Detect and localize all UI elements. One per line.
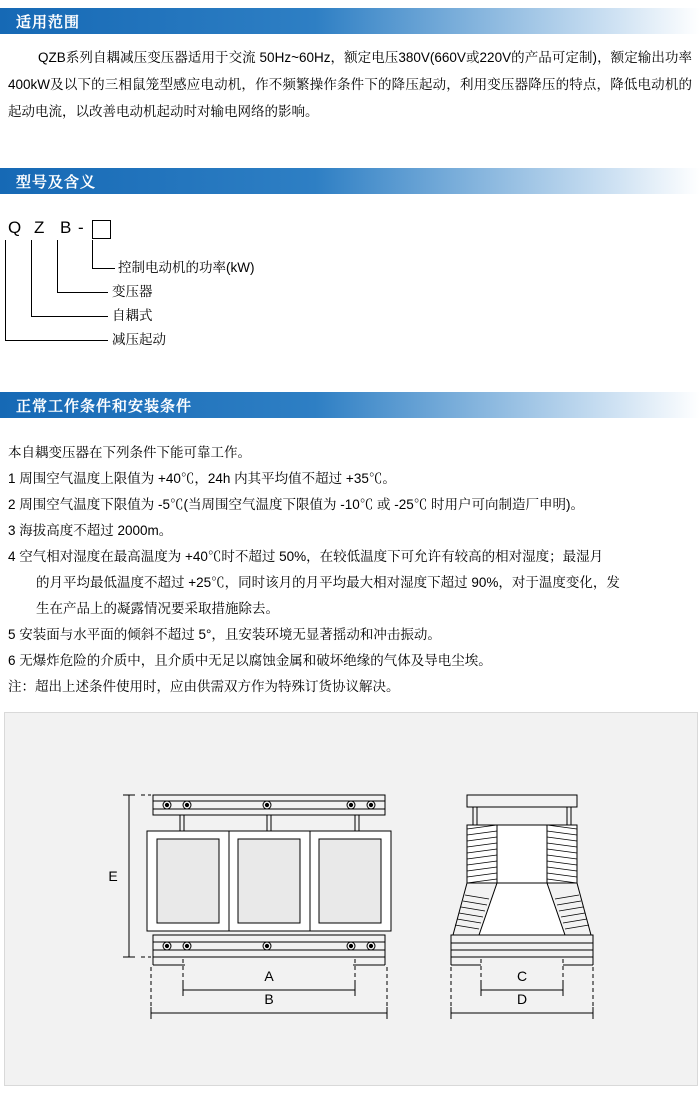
dimension-label-b: B xyxy=(264,991,274,1007)
transformer-drawing xyxy=(5,713,697,1085)
product-drawing-panel xyxy=(4,712,698,1086)
section-title-scope: 适用范围 xyxy=(16,13,81,31)
dimension-label-e: E xyxy=(108,868,118,884)
dimension-label-c: C xyxy=(516,968,528,984)
model-letter-dash: - xyxy=(78,218,84,237)
model-label-transformer: 变压器 xyxy=(112,284,153,299)
condition-item-5: 5 安装面与水平面的倾斜不超过 5°，且安装环境无显著摇动和冲击振动。 xyxy=(8,627,441,642)
conditions-intro: 本自耦变压器在下列条件下能可靠工作。 xyxy=(8,445,251,460)
condition-item-3: 3 海拔高度不超过 2000m。 xyxy=(8,523,173,538)
condition-item-6: 6 无爆炸危险的介质中，且介质中无足以腐蚀金属和破坏绝缘的气体及导电尘埃。 xyxy=(8,653,492,668)
condition-item-4-cont-2: 生在产品上的凝露情况要采取措施除去。 xyxy=(36,601,279,616)
scope-paragraph: QZB系列自耦减压变压器适用于交流 50Hz~60Hz，额定电压380V(660V或220V的产品可定制)，额定输出功率400kW及以下的三相鼠笼型感应电动机，作不频繁操作条件下的降压起动，利用变压器降压的特点，降低电动机的起动电流，以改善电动机起动时对输电网络的影响。 xyxy=(8,50,692,119)
model-label-stepdown: 减压起动 xyxy=(112,332,166,347)
model-code-diagram xyxy=(0,218,700,378)
condition-item-4: 4 空气相对湿度在最高温度为 +40℃时不超过 50%，在较低温度下可允许有较高的相对湿度；最湿月 xyxy=(8,549,604,564)
section-title-conditions: 正常工作条件和安装条件 xyxy=(16,397,193,415)
dimension-label-a: A xyxy=(264,968,274,984)
section-header-model xyxy=(0,168,700,194)
condition-item-2: 2 周围空气温度下限值为 -5℃(当周围空气温度下限值为 -10℃ 或 -25℃ 时用户可向制造厂申明)。 xyxy=(8,497,585,512)
model-letter-q: Q xyxy=(8,218,22,237)
leader-line-stepdown xyxy=(5,240,108,341)
model-label-autocoupled: 自耦式 xyxy=(112,308,153,323)
dimension-label-d: D xyxy=(516,991,528,1007)
model-letter-b: B xyxy=(60,218,72,237)
conditions-note: 注：超出上述条件使用时，应由供需双方作为特殊订货协议解决。 xyxy=(8,679,400,694)
model-letter-z: Z xyxy=(34,218,45,237)
section-header-scope xyxy=(0,8,700,34)
model-label-power: 控制电动机的功率(kW) xyxy=(118,260,255,275)
model-code-box xyxy=(92,220,111,239)
section-title-model: 型号及含义 xyxy=(16,173,97,191)
conditions-list xyxy=(8,440,692,700)
section-header-conditions xyxy=(0,392,700,418)
condition-item-4-cont-1: 的月平均最低温度不超过 +25℃，同时该月的月平均最大相对湿度下超过 90%，对于温度变化，发 xyxy=(36,575,620,590)
condition-item-1: 1 周围空气温度上限值为 +40℃，24h 内其平均值不超过 +35℃。 xyxy=(8,471,396,486)
